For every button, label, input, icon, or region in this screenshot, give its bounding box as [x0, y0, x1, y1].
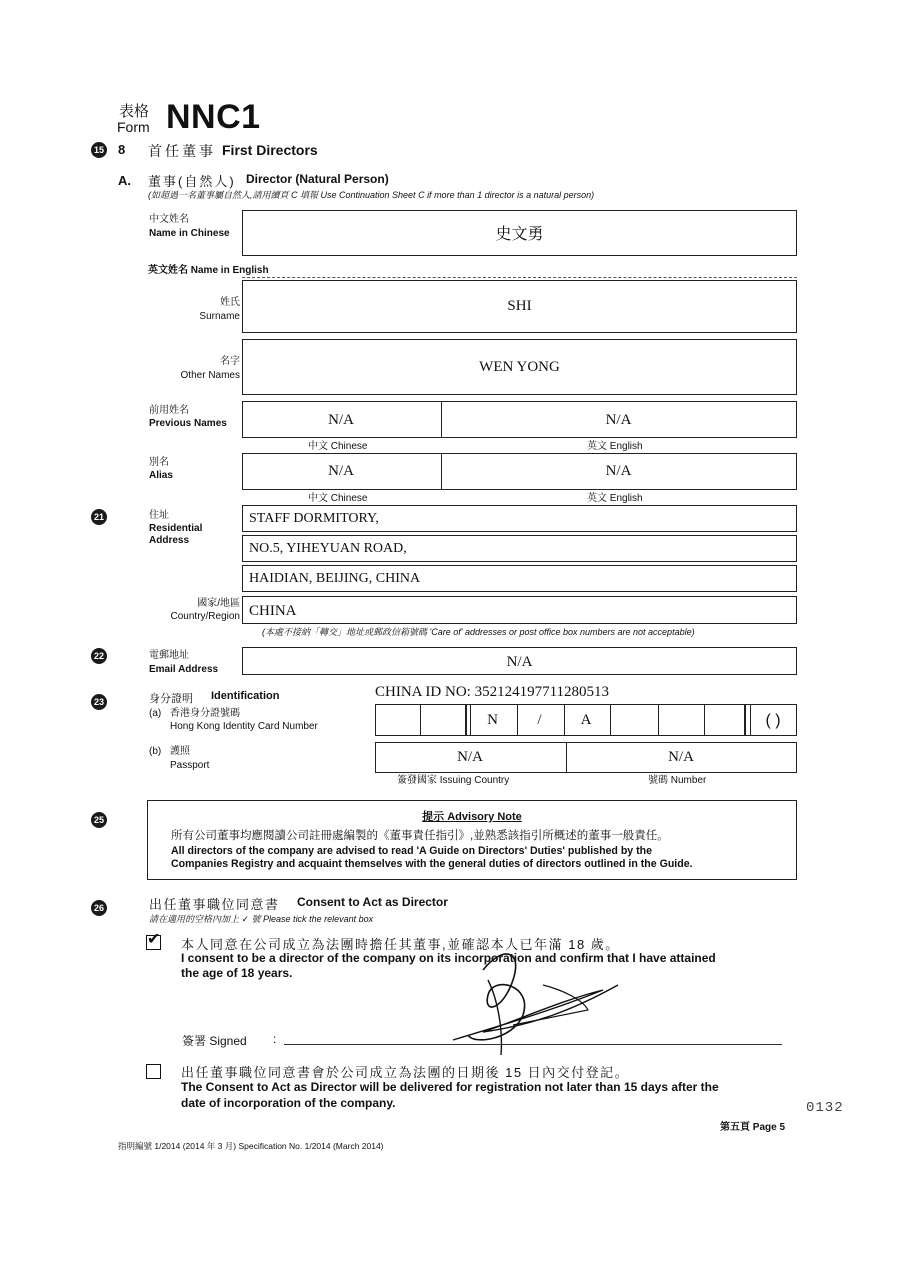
consent-option1-en1: I consent to be a director of the company on its incorporation and confirm that I have attained: [181, 951, 716, 965]
chinese-name-label-cn: 中文姓名: [149, 214, 189, 225]
page-stamp: 0132: [806, 1100, 844, 1116]
other-names-label-cn: 名字: [220, 356, 240, 367]
passport-country-value: N/A: [457, 749, 483, 765]
consent-badge: 26: [91, 900, 107, 916]
hkid-label-cn: 香港身分證號碼: [170, 708, 240, 719]
form-title-en: Form: [117, 119, 150, 135]
country-field[interactable]: [242, 596, 797, 624]
hkid-divider: [610, 705, 611, 735]
email-badge: 22: [91, 648, 107, 664]
chinese-name-label-en: Name in Chinese: [149, 228, 230, 239]
passport-label-en: Passport: [170, 760, 210, 771]
address-line1: STAFF DORMITORY,: [249, 511, 379, 526]
consent-title-cn: 出任董事職位同意書: [149, 897, 280, 912]
consent-delivery-checkbox[interactable]: [146, 1064, 161, 1079]
form-code: NNC1: [166, 98, 261, 136]
address-badge: 21: [91, 509, 107, 525]
email-value: N/A: [506, 654, 533, 670]
address-label-en1: Residential: [149, 523, 203, 534]
section-title-en: First Directors: [222, 142, 318, 158]
consent-option1-cn: 本人同意在公司成立為法團時擔任其董事,並確認本人已年滿 18 歲。: [181, 937, 620, 952]
address-line3: HAIDIAN, BEIJING, CHINA: [249, 571, 421, 586]
section-badge: 15: [91, 142, 107, 158]
section-title-cn: 首任董事: [148, 143, 216, 159]
previous-col-chinese: 中文 Chinese: [308, 441, 368, 452]
part-note: (如超過一名董事屬自然人,請用續頁 C 填報 Use Continuation Sheet C if more than 1 director is a natural person): [148, 190, 595, 200]
email-label-en: Email Address: [149, 664, 219, 675]
signature-scribble: [443, 940, 623, 1060]
address-line2: NO.5, YIHEYUAN ROAD,: [249, 541, 407, 556]
identification-badge: 23: [91, 694, 107, 710]
hkid-cell-3: N: [487, 712, 498, 728]
identification-label-en: Identification: [211, 690, 280, 702]
hkid-divider: [704, 705, 705, 735]
consent-option2-cn: 出任董事職位同意書會於公司成立為法團的日期後 15 日內交付登記。: [181, 1065, 630, 1080]
part-letter: A.: [118, 173, 131, 188]
alias-col-english: 英文 English: [587, 493, 643, 504]
hkid-divider: [744, 705, 746, 735]
country-label-cn: 國家/地區: [197, 598, 240, 609]
issuing-country-label: 簽發國家 Issuing Country: [397, 775, 510, 786]
email-label-cn: 電郵地址: [149, 650, 189, 661]
signed-label: 簽署 Signed: [182, 1034, 247, 1048]
previous-col-english: 英文 English: [587, 441, 643, 452]
country-label-en: Country/Region: [170, 611, 240, 622]
hkid-label-en: Hong Kong Identity Card Number: [170, 721, 318, 732]
hkid-divider: [420, 705, 421, 735]
advisory-text-en1: All directors of the company are advised to read 'A Guide on Directors' Duties' published by the: [171, 845, 653, 857]
address-note: (本處不接納「轉交」地址或郵政信箱號碼 'Care of' addresses or post office box numbers are not acceptable): [262, 627, 695, 637]
advisory-badge: 25: [91, 812, 107, 828]
previous-names-label-en: Previous Names: [149, 418, 227, 429]
hkid-cell-5: A: [580, 712, 592, 728]
identification-label-cn: 身分證明: [149, 693, 193, 705]
alias-col-chinese: 中文 Chinese: [308, 493, 368, 504]
alias-en-value: N/A: [605, 463, 632, 479]
consent-title-en: Consent to Act as Director: [297, 895, 448, 909]
address-label-en2: Address: [149, 535, 190, 546]
hkid-cell-4: /: [537, 712, 542, 728]
advisory-text-cn: 所有公司董事均應閱讀公司註冊處編製的《董事責任指引》,並熟悉該指引所概述的董事一般責任。: [171, 830, 669, 842]
passport-item-label: (b): [149, 746, 162, 757]
part-title-cn: 董事(自然人): [148, 174, 236, 189]
english-name-label: 英文姓名 Name in English: [148, 265, 269, 276]
surname-value: SHI: [507, 298, 532, 314]
alias-cn-value: N/A: [328, 463, 354, 479]
passport-number-label: 號碼 Number: [648, 775, 707, 786]
previous-names-label-cn: 前用姓名: [149, 405, 189, 416]
identification-note: CHINA ID NO: 352124197711280513: [375, 684, 610, 700]
hkid-divider: [465, 705, 467, 735]
hkid-check-digit: ( ): [765, 712, 781, 729]
address-label-cn: 住址: [149, 510, 169, 521]
country-value: CHINA: [249, 603, 297, 619]
name-divider: [242, 277, 797, 278]
chinese-name-value: 史文勇: [495, 226, 544, 243]
other-names-value: WEN YONG: [479, 359, 560, 375]
hkid-divider: [658, 705, 659, 735]
tick-instruction: 請在適用的空格內加上 ✓ 號 Please tick the relevant box: [149, 914, 374, 924]
passport-label-cn: 護照: [170, 746, 190, 757]
previous-names-en-value: N/A: [605, 412, 632, 428]
previous-names-cn-value: N/A: [328, 412, 354, 428]
specification-note: 指明編號 1/2014 (2014 年 3 月) Specification No. 1/2014 (March 2014): [118, 1141, 384, 1151]
surname-label-en: Surname: [199, 311, 240, 322]
hkid-item-label: (a): [149, 708, 162, 719]
consent-option2-en1: The Consent to Act as Director will be delivered for registration not later than 15 days after the: [181, 1080, 719, 1094]
alias-label-en: Alias: [149, 470, 173, 481]
form-title-cn: 表格: [119, 103, 150, 120]
page-number: 第五頁 Page 5: [720, 1122, 786, 1133]
alias-label-cn: 別名: [149, 457, 169, 468]
consent-option2-en2: date of incorporation of the company.: [181, 1096, 396, 1110]
surname-label-cn: 姓氏: [220, 297, 240, 308]
part-title-en: Director (Natural Person): [246, 172, 389, 186]
consent-check-mark: ✔: [147, 931, 161, 948]
other-names-label-en: Other Names: [180, 370, 240, 381]
passport-number-value: N/A: [668, 749, 694, 765]
signed-colon: :: [273, 1032, 277, 1046]
advisory-text-en2: Companies Registry and acquaint themselves with the general duties of directors outlined in the Guide.: [171, 858, 693, 870]
section-number: 8: [118, 142, 126, 157]
advisory-title: 提示 Advisory Note: [422, 811, 522, 823]
consent-option1-en2: the age of 18 years.: [181, 966, 293, 980]
